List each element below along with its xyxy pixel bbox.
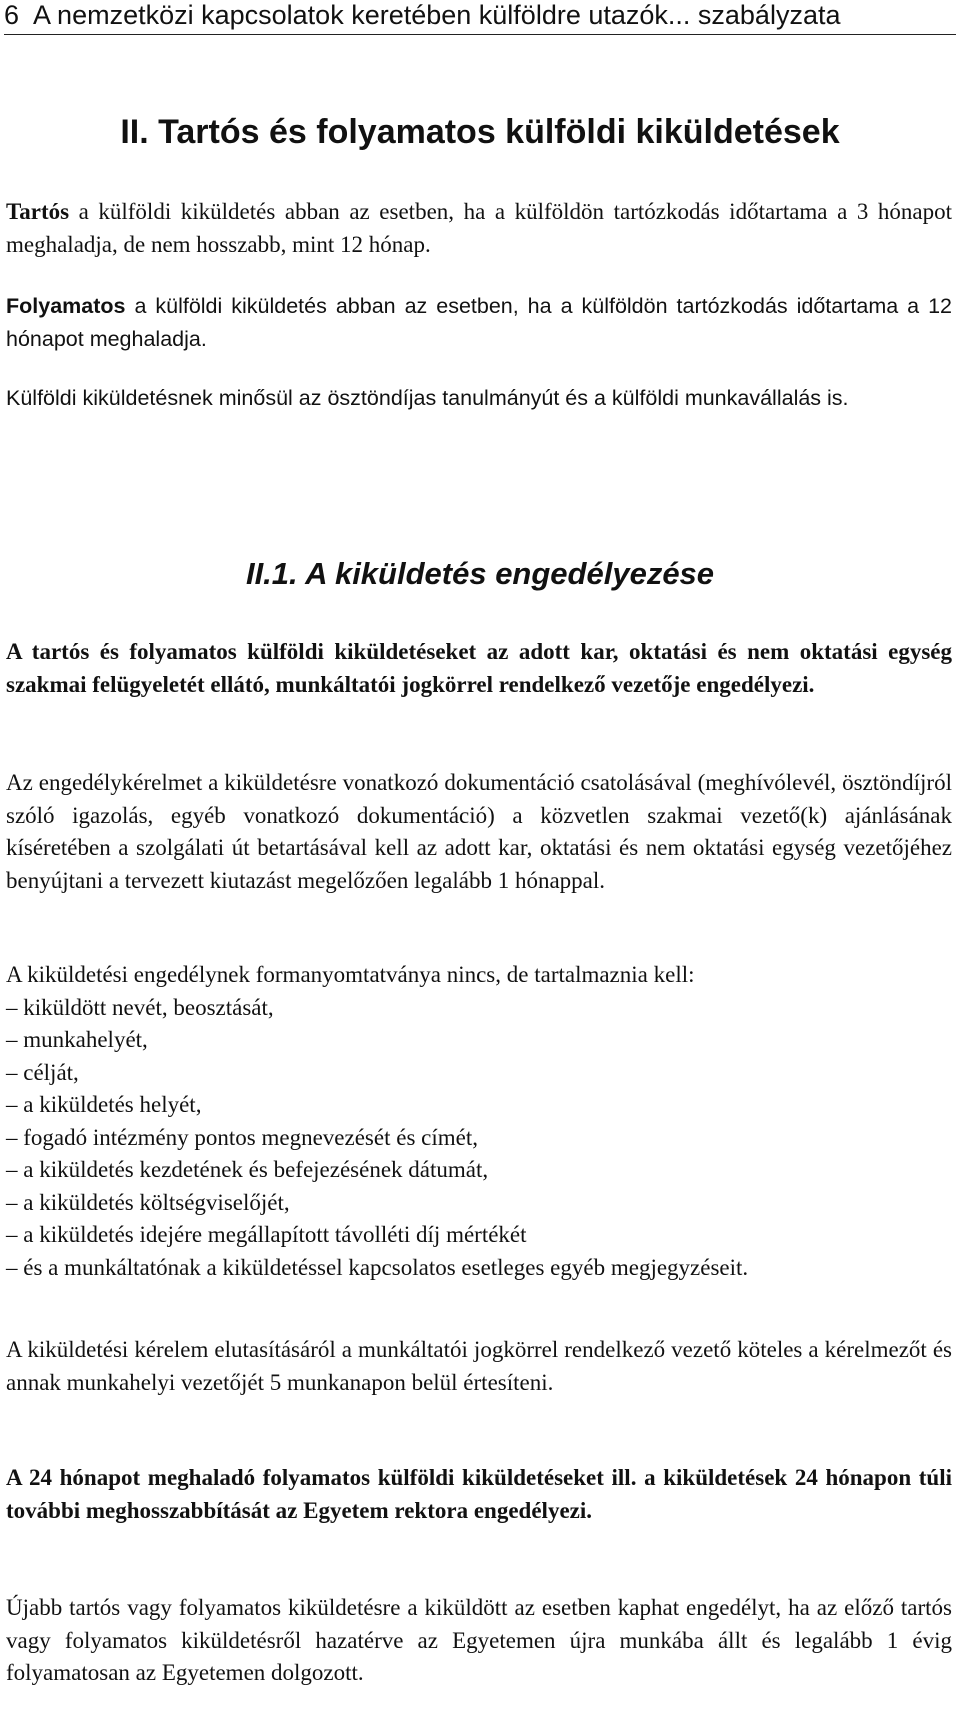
- term-tartos: Tartós: [6, 199, 70, 224]
- definition-kulfoldi: Külföldi kiküldetésnek minősül az ösztöndíjas tanulmányút és a külföldi munkavállalás is.: [6, 386, 849, 410]
- form-requirements: [6, 959, 952, 1284]
- repeat-paragraph: Újabb tartós vagy folyamatos kiküldetésre a kiküldött az esetben kaphat engedélyt, ha az előző tartós vagy folyamatos kiküldetésről hazatérve az Egyetemen újra munkába állt és legalább 1 évig folyamatosan az Egyetemen dolgozott.: [6, 1595, 952, 1685]
- list-item: – kiküldött nevét, beosztását,: [6, 992, 952, 1025]
- running-title: A nemzetközi kapcsolatok keretében külföldre utazók... szabályzata: [33, 0, 841, 30]
- definition-tartos-text: a külföldi kiküldetés abban az esetben, ha a külföldön tartózkodás időtartama a 3 hónapot meghaladja, de nem hosszabb, mint 12 hónap.: [6, 199, 952, 257]
- page-header: [4, 0, 956, 35]
- rector-paragraph: A 24 hónapot meghaladó folyamatos külföldi kiküldetéseket ill. a kiküldetések 24 hónapon túli további meghosszabbítását az Egyetem rektora engedélyezi.: [6, 1465, 952, 1523]
- subsection-title: II.1. A kiküldetés engedélyezése: [245, 556, 715, 591]
- list-item: – munkahelyét,: [6, 1024, 952, 1057]
- request-paragraph: Az engedélykérelmet a kiküldetésre vonatkozó dokumentáció csatolásával (meghívólevél, ösztöndíjról szóló igazolás, egyéb vonatkozó dokumentáció) a közvetlen szakmai vezető(k) ajánlásának kíséretében a szolgálati út betartásával kell az adott kar, oktatási és nem oktatási egység vezetőjéhez benyújtani a tervezett kiutazást megelőzően legalább 1 hónappal.: [6, 770, 952, 893]
- definition-folyamatos-text: a külföldi kiküldetés abban az esetben, ha a külföldön tartózkodás időtartama a 12 hónapot meghaladja.: [6, 294, 952, 351]
- form-intro: A kiküldetési engedélynek formanyomtatványa nincs, de tartalmaznia kell:: [6, 962, 695, 987]
- list-item: – a kiküldetés helyét,: [6, 1089, 952, 1122]
- section-title: II. Tartós és folyamatos külföldi kiküldetések: [120, 113, 840, 151]
- form-items-list: [6, 992, 952, 1285]
- list-item: – a kiküldetés költségviselőjét,: [6, 1187, 952, 1220]
- list-item: – és a munkáltatónak a kiküldetéssel kapcsolatos esetleges egyéb megjegyzéseit.: [6, 1252, 952, 1285]
- page-number: 6: [4, 0, 20, 30]
- definition-tartos: [6, 196, 952, 261]
- list-item: – a kiküldetés kezdetének és befejezésének dátumát,: [6, 1154, 952, 1187]
- approval-paragraph: A tartós és folyamatos külföldi kiküldetéseket az adott kar, oktatási és nem oktatási egység szakmai felügyeletét ellátó, munkáltatói jogkörrel rendelkező vezetője engedélyezi.: [6, 639, 952, 697]
- rejection-paragraph: A kiküldetési kérelem elutasításáról a munkáltatói jogkörrel rendelkező vezető köteles a kérelmezőt és annak munkahelyi vezetőjét 5 munkanapon belül értesíteni.: [6, 1337, 952, 1395]
- list-item: – a kiküldetés idejére megállapított távolléti díj mértékét: [6, 1219, 952, 1252]
- definition-folyamatos: [6, 290, 952, 355]
- list-item: – célját,: [6, 1057, 952, 1090]
- term-folyamatos: Folyamatos: [6, 294, 126, 318]
- list-item: – fogadó intézmény pontos megnevezését és címét,: [6, 1122, 952, 1155]
